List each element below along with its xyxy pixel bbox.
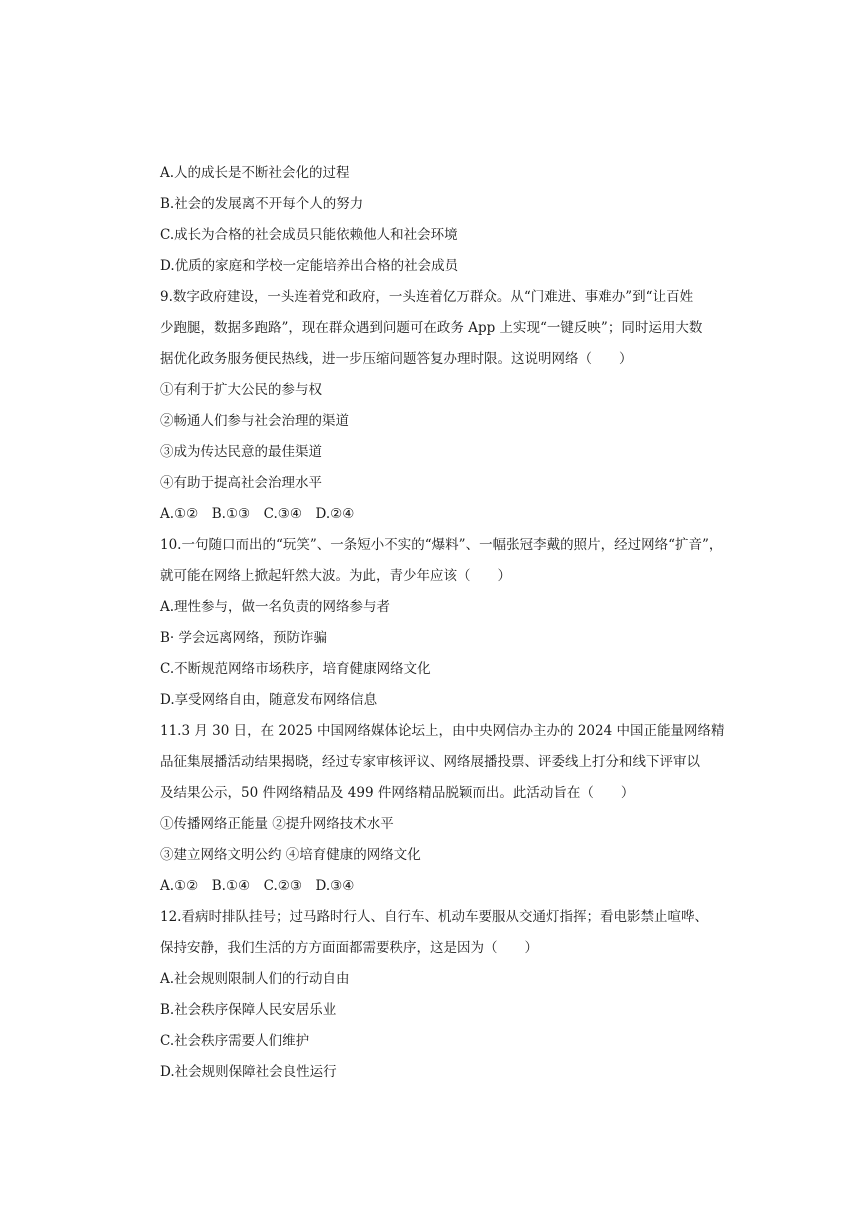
q12-stem-line-1: 12.看病时排队挂号；过马路时行人、自行车、机动车要服从交通灯指挥；看电影禁止喧哗、 (160, 909, 708, 925)
q10-stem-line-1: 10.一句随口而出的“玩笑”、一条短小不实的“爆料”、一幅张冠李戴的照片，经过网络“扩音”， (160, 537, 723, 553)
q9-stem-line-2: 少跑腿，数据多跑路”，现在群众遇到问题可在政务 App 上实现“一键反映”；同时运用大数 (160, 320, 703, 336)
q9-stem-line-1: 9.数字政府建设，一头连着党和政府，一头连着亿万群众。从“门难进、事难办”到“让百姓 (160, 289, 694, 305)
q12-option-c: C.社会秩序需要人们维护 (160, 1033, 310, 1049)
q10-option-d: D.享受网络自由，随意发布网络信息 (160, 692, 378, 708)
q8-option-b: B.社会的发展离不开每个人的努力 (160, 196, 364, 212)
q10-option-b: B· 学会远离网络，预防诈骗 (160, 630, 328, 646)
q9-stem-line-3: 据优化政务服务便民热线，进一步压缩问题答复办理时限。这说明网络（ ） (160, 351, 633, 367)
q12-option-b: B.社会秩序保障人民安居乐业 (160, 1002, 337, 1018)
q8-option-d: D.优质的家庭和学校一定能培养出合格的社会成员 (160, 258, 459, 274)
q10-option-a: A.理性参与，做一名负责的网络参与者 (160, 599, 391, 615)
q9-item-1: ①有利于扩大公民的参与权 (160, 382, 322, 398)
q10-stem-line-2: 就可能在网络上掀起轩然大波。为此，青少年应该（ ） (160, 568, 511, 584)
q11-item-1: ①传播网络正能量 ②提升网络技术水平 (160, 816, 394, 832)
q11-stem-line-2: 品征集展播活动结果揭晓，经过专家审核评议、网络展播投票、评委线上打分和线下评审以 (160, 754, 700, 770)
q10-option-c: C.不断规范网络市场秩序，培育健康网络文化 (160, 661, 431, 677)
q9-choices: A.①② B.①③ C.③④ D.②④ (160, 506, 355, 522)
q11-item-2: ③建立网络文明公约 ④培育健康的网络文化 (160, 847, 421, 863)
q8-option-a: A.人的成长是不断社会化的过程 (160, 165, 350, 181)
q11-choices: A.①② B.①④ C.②③ D.③④ (160, 878, 355, 894)
q9-item-4: ④有助于提高社会治理水平 (160, 475, 322, 491)
q11-stem-line-1: 11.3 月 30 日，在 2025 中国网络媒体论坛上，由中央网信办主办的 2024 中国正能量网络精 (160, 723, 725, 739)
exam-page (160, 158, 725, 1088)
q12-option-d: D.社会规则保障社会良性运行 (160, 1064, 337, 1080)
q8-option-c: C.成长为合格的社会成员只能依赖他人和社会环境 (160, 227, 458, 243)
q12-stem-line-2: 保持安静，我们生活的方方面面都需要秩序，这是因为（ ） (160, 940, 538, 956)
q9-item-2: ②畅通人们参与社会治理的渠道 (160, 413, 349, 429)
q12-option-a: A.社会规则限制人们的行动自由 (160, 971, 350, 987)
q9-item-3: ③成为传达民意的最佳渠道 (160, 444, 322, 460)
q11-stem-line-3: 及结果公示，50 件网络精品及 499 件网络精品脱颖而出。此活动旨在（ ） (160, 785, 635, 801)
